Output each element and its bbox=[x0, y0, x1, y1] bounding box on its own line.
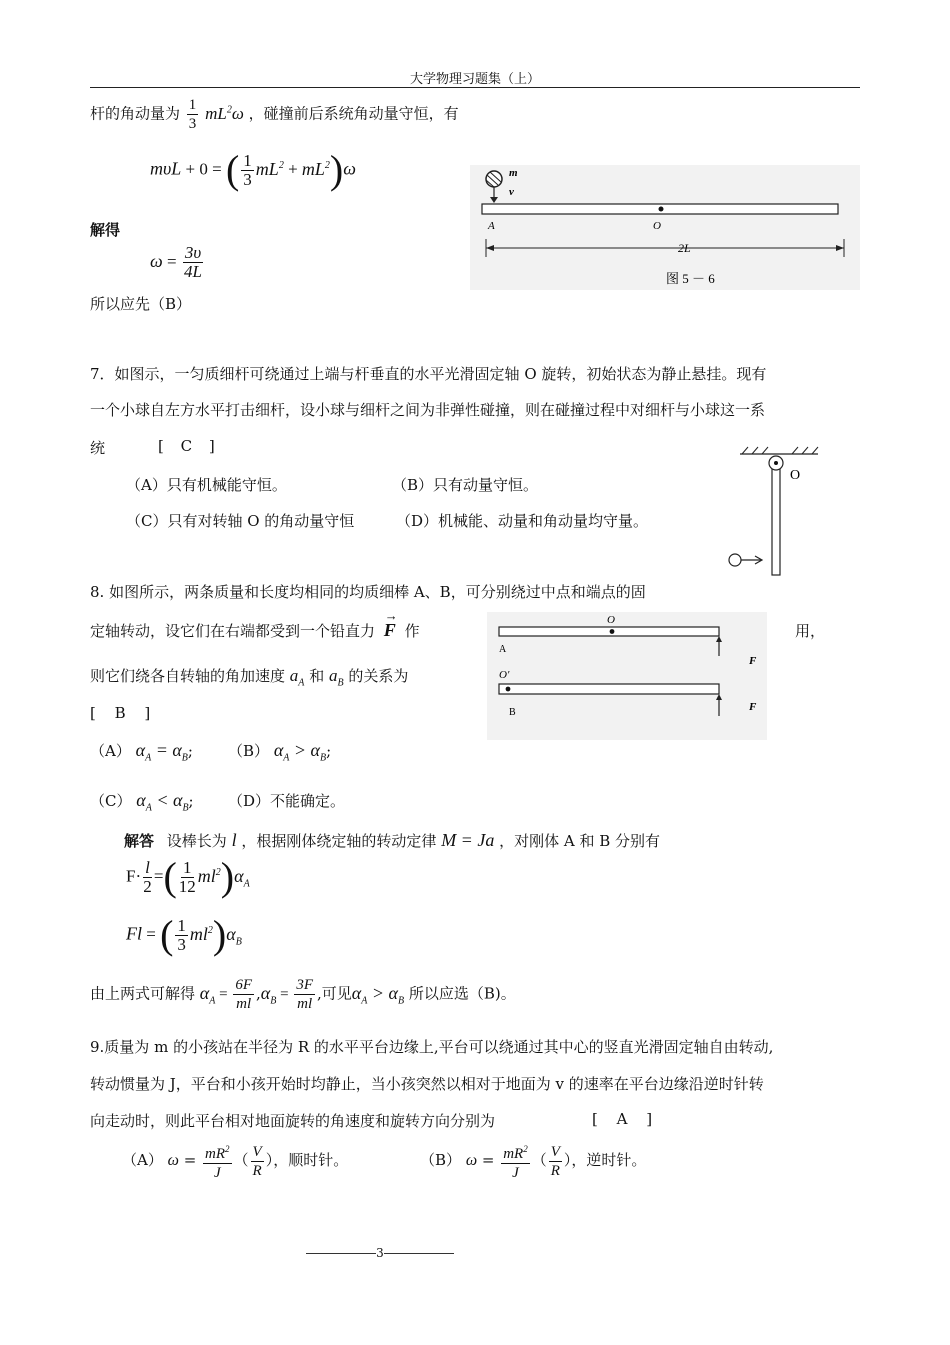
fig56-label-v: v bbox=[509, 186, 514, 198]
q9-option-a-dir: ），顺时针。 bbox=[265, 1151, 349, 1169]
q8-line2 bbox=[90, 608, 420, 641]
p6-answer: 所以应先（B） bbox=[90, 295, 192, 313]
q8-label-O: O bbox=[607, 614, 615, 626]
p6-fraction-third: $\frac{1}{3}$ bbox=[188, 97, 197, 132]
q7-answer: [ C ] bbox=[158, 437, 215, 455]
q7-ball bbox=[729, 554, 741, 566]
q8-rod-A bbox=[499, 627, 719, 636]
q7-line2: 一个小球自左方水平打击细杆，设小球与细杆之间为非弹性碰撞，则在碰撞过程中对细杆与小球这一系 bbox=[90, 401, 766, 419]
q8-force-vector: → F bbox=[383, 608, 398, 640]
q8-answer: [ B ] bbox=[90, 704, 151, 722]
p6-omega-result: ω = $\frac{3\upsilon}{4L}$ bbox=[150, 243, 202, 281]
q8-option-c-label: （C） bbox=[90, 792, 132, 810]
q8-line1: 8. 如图所示，两条质量和长度均相同的均质细棒 A、B，可分别绕过中点和端点的固 bbox=[90, 583, 646, 601]
q8-rod-B bbox=[499, 684, 719, 694]
header-rule bbox=[90, 87, 860, 88]
q7-line1: 7．如图示，一匀质细杆可绕通过上端与杆垂直的水平光滑固定轴 O 旋转，初始状态为静止悬挂。现有 bbox=[90, 365, 767, 383]
q8-conclusion-c: 所以应选（B)。 bbox=[408, 984, 516, 1003]
q8-conclusion-a: 由上两式可解得 bbox=[90, 984, 196, 1003]
q8-conclusion-b: ,可见 bbox=[316, 984, 352, 1003]
p6-intro-line bbox=[90, 96, 459, 133]
q8-solution-b: ，根据刚体绕定轴的转动定律 bbox=[241, 832, 437, 850]
fig56-caption: 图 5 － 6 bbox=[666, 271, 715, 286]
q8-label-O-prime: O′ bbox=[499, 669, 510, 681]
fig56-label-m: m bbox=[509, 167, 518, 179]
q8-option-d: （D）不能确定。 bbox=[228, 792, 346, 810]
q7-option-c: （C）只有对转轴 O 的角动量守恒 bbox=[126, 512, 355, 530]
fig56-length: 2L bbox=[678, 241, 691, 255]
q8-figure bbox=[487, 612, 767, 740]
q7-option-b: （B）只有动量守恒。 bbox=[392, 476, 539, 494]
p6-ml2-omega: $mL^2\omega$ bbox=[205, 103, 244, 123]
q8-equation-A: F· $\frac{l}{2}$ =( $\frac{1}{12}$ $ml^2)\alpha_A$ bbox=[126, 854, 250, 899]
q8-line3-b: 和 bbox=[309, 667, 325, 685]
q8-label-B: B bbox=[509, 707, 516, 718]
fig56-pivot-O bbox=[659, 207, 664, 212]
q7-figure bbox=[720, 445, 830, 580]
q9-line3: 向走动时，则此平台相对地面旋转的角速度和旋转方向分别为 bbox=[90, 1112, 496, 1130]
q7-line3: 统 bbox=[90, 439, 106, 457]
q8-option-b: （B） $\alpha_A > \alpha_B$; bbox=[228, 740, 332, 764]
q8-line2-b: 作 bbox=[404, 622, 420, 640]
q8-option-a-label: （A） bbox=[90, 742, 131, 760]
q8-solution-a: 设棒长为 bbox=[166, 832, 227, 850]
q7-rod bbox=[772, 463, 780, 575]
figure-5-6 bbox=[470, 165, 860, 290]
q7-option-d: （D）机械能、动量和角动量均守量。 bbox=[396, 512, 649, 530]
q8-line2-c: 用， bbox=[795, 622, 826, 640]
ball-m bbox=[486, 171, 502, 187]
q8-solution-line: 解答 设棒长为 l ，根据刚体绕定轴的转动定律 M = Ja ，对刚体 A 和 B 分别有 bbox=[124, 830, 661, 850]
q8-pivot-A bbox=[610, 629, 615, 634]
q9-option-b-label: （B） bbox=[420, 1151, 462, 1169]
q8-equation-B: Fl = ( $\frac{1}{3}$ $ml^2)\alpha_B$ bbox=[126, 912, 242, 957]
p6-solve-label: 解得 bbox=[90, 221, 121, 239]
page-number: 3 bbox=[376, 1246, 384, 1260]
q8-label-F-A: F bbox=[749, 655, 757, 667]
q9-line1: 9.质量为 m 的小孩站在半径为 R 的水平平台边缘上,平台可以绕通过其中心的竖直光滑固定轴自由转动, bbox=[90, 1038, 774, 1056]
fig56-label-O: O bbox=[653, 220, 661, 232]
q7-label-O: O bbox=[790, 468, 801, 483]
q7-option-a: （A）只有机械能守恒。 bbox=[126, 476, 287, 494]
q9-option-b-dir: ），逆时针。 bbox=[563, 1151, 647, 1169]
q8-line3-c: 的关系为 bbox=[348, 667, 409, 685]
q8-option-c: （C） $\alpha_A < \alpha_B$; bbox=[90, 790, 194, 814]
q9-option-b: （B） ω = $\frac{mR^2}{J}$ （ $\frac{V}{R}$ ），逆时针。 bbox=[420, 1140, 646, 1182]
q8-line3: 则它们绕各自转轴的角加速度 $a_A$ 和 $a_B$ 的关系为 bbox=[90, 666, 409, 689]
p6-intro-b: ，碰撞前后系统角动量守恒，有 bbox=[248, 104, 459, 123]
fig56-label-A: A bbox=[488, 220, 495, 232]
q9-line2: 转动惯量为 J，平台和小孩开始时均静止，当小孩突然以相对于地面为 v 的速率在平台边缘沿逆时针转 bbox=[90, 1075, 764, 1093]
q8-solution-c: ，对刚体 A 和 B 分别有 bbox=[499, 832, 661, 850]
q8-pivot-B bbox=[506, 687, 511, 692]
q8-line3-a: 则它们绕各自转轴的角加速度 bbox=[90, 667, 286, 685]
q8-label-A: A bbox=[499, 644, 507, 655]
q8-option-a: （A） $\alpha_A = \alpha_B$; bbox=[90, 740, 193, 764]
q9-option-a: （A） ω = $\frac{mR^2}{J}$ （ $\frac{V}{R}$ ），顺时针。 bbox=[122, 1140, 348, 1182]
page-header-title: 大学物理习题集（上） bbox=[409, 72, 540, 87]
q9-option-a-label: （A） bbox=[122, 1151, 163, 1169]
p6-equation: mυL + 0 = ( $\frac{1}{3}$ $mL^2 + mL^2)\omega$ bbox=[150, 147, 356, 192]
p6-intro-a: 杆的角动量为 bbox=[90, 104, 181, 123]
q8-option-b-label: （B） bbox=[228, 742, 270, 760]
page-footer bbox=[290, 1246, 470, 1260]
q8-solution-label: 解答 bbox=[124, 832, 155, 850]
q8-label-F-B: F bbox=[749, 701, 757, 713]
q9-answer: [ A ] bbox=[592, 1110, 653, 1128]
q8-conclusion: 由上两式可解得 $\alpha_A$ = $\frac{6F}{ml}$ $,\alpha_B$ = $\frac{3F}{ml}$ ,可见$\alpha_A > \alpha_B$ 所以应选（B)。 bbox=[90, 977, 516, 1012]
q8-line2-a: 定轴转动，设它们在右端都受到一个铅直力 bbox=[90, 622, 376, 640]
